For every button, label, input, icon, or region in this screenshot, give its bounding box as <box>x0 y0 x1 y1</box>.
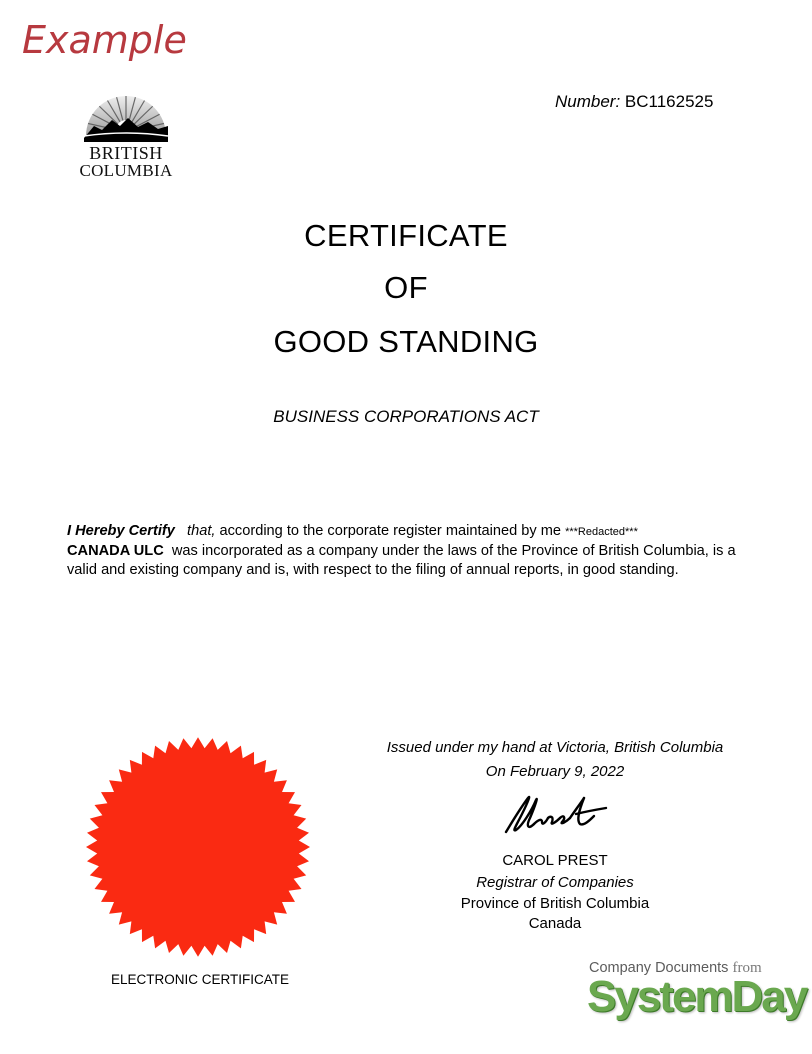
title-good-standing: GOOD STANDING <box>273 324 539 359</box>
redacted-marker: ***Redacted*** <box>565 526 638 538</box>
issued-location: Issued under my hand at Victoria, British Columbia <box>386 739 724 756</box>
branding-tagline-text: Company Documents <box>589 960 729 976</box>
logo-line-columbia: COLUMBIA <box>79 161 173 180</box>
certificate-number-label: Number: <box>555 92 621 111</box>
systemday-logo: SystemDay <box>587 972 807 1021</box>
signature-icon <box>498 792 613 838</box>
example-watermark: Example <box>22 18 187 62</box>
systemday-branding <box>585 958 807 1028</box>
electronic-certificate-label: ELECTRONIC CERTIFICATE <box>110 972 290 987</box>
logo-line-british: BRITISH <box>89 143 163 163</box>
body-text-1: according to the corporate register maintained by me <box>219 523 562 539</box>
red-seal-icon <box>78 735 318 960</box>
british-columbia-logo <box>68 86 184 186</box>
signatory-country: Canada <box>528 915 582 932</box>
signatory-title: Registrar of Companies <box>476 874 634 891</box>
issued-date: On February 9, 2022 <box>485 763 625 780</box>
branding-from-text: from <box>732 960 762 976</box>
certificate-number <box>555 92 713 112</box>
company-name: CANADA ULC <box>67 543 164 559</box>
title-of: OF <box>384 270 428 305</box>
certification-paragraph <box>67 522 747 580</box>
signatory-province: Province of British Columbia <box>460 895 650 912</box>
that-word: that, <box>187 523 216 539</box>
signatory-name: CAROL PREST <box>502 852 608 869</box>
title-certificate: CERTIFICATE <box>304 218 508 253</box>
certificate-number-value: BC1162525 <box>624 92 714 111</box>
certify-phrase: I Hereby Certify <box>67 523 175 539</box>
bc-sun-mountains-icon <box>68 86 184 146</box>
body-text-2: was incorporated as a company under the laws of the Province of British Columbia, is a valid and existing company and is, with respect to the filing of annual reports, in good standing. <box>67 543 736 578</box>
act-name: BUSINESS CORPORATIONS ACT <box>273 407 539 426</box>
